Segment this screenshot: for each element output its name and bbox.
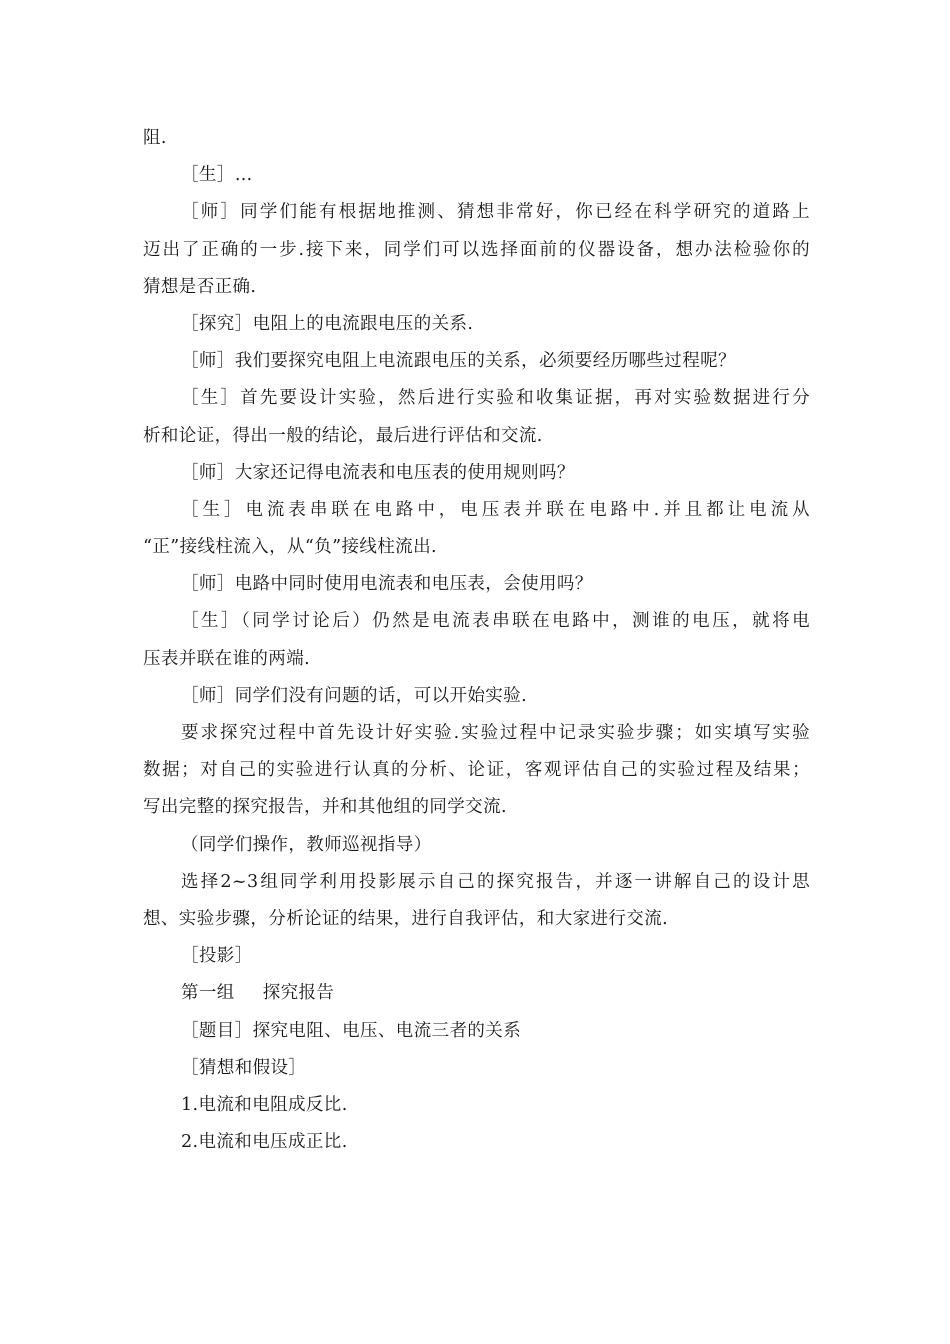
text-line: ［生］… xyxy=(181,165,253,186)
text-line: ［师］电路中同时使用电流表和电压表，会使用吗？ xyxy=(181,574,593,595)
text-line: ［投影］ xyxy=(181,946,253,967)
text-line: 压表并联在谁的两端. xyxy=(143,648,311,669)
text-line: （同学们操作，教师巡视指导） xyxy=(181,834,432,855)
report-topic: ［题目］探究电阻、电压、电流三者的关系 xyxy=(181,1020,522,1041)
text-line: 想、实验步骤，分析论证的结果，进行自我评估，和大家进行交流. xyxy=(143,908,669,929)
text-line: ［生］电流表串联在电路中，电压表并联在电路中.并且都让电流从 xyxy=(181,499,810,520)
hypothesis-item: 1.电流和电阻成反比. xyxy=(181,1094,348,1115)
report-heading-line xyxy=(143,975,810,1012)
paragraph-lines xyxy=(143,120,810,975)
text-line: ［师］我们要探究电阻上电流跟电压的关系，必须要经历哪些过程呢？ xyxy=(181,351,736,372)
text-line: ［师］同学们没有问题的话，可以开始实验. xyxy=(181,685,528,706)
text-line: ［生］首先要设计实验，然后进行实验和收集证据，再对实验数据进行分 xyxy=(181,388,810,409)
text-line: 阻. xyxy=(143,128,167,148)
hypothesis-heading: ［猜想和假设］ xyxy=(181,1057,307,1078)
text-line: 析和论证，得出一般的结论，最后进行评估和交流. xyxy=(143,425,543,446)
text-line: 数据；对自己的实验进行认真的分析、论证，客观评估自己的实验过程及结果； xyxy=(143,760,810,781)
text-line: 迈出了正确的一步.接下来，同学们可以选择面前的仪器设备，想办法检验你的 xyxy=(143,239,810,260)
text-line: 选择2~3组同学利用投影展示自己的探究报告，并逐一讲解自己的设计思 xyxy=(181,871,810,892)
text-line: ［师］同学们能有根据地推测、猜想非常好，你已经在科学研究的道路上 xyxy=(181,202,810,223)
text-line: ［探究］电阻上的电流跟电压的关系. xyxy=(181,313,474,334)
text-line: 猜想是否正确. xyxy=(143,276,257,297)
document-body xyxy=(143,120,810,1161)
report-group: 第一组 xyxy=(181,983,235,1004)
text-line: ［生］（同学讨论后）仍然是电流表串联在电路中，测谁的电压，就将电 xyxy=(181,611,810,632)
text-line: “正”接线柱流入，从“负”接线柱流出. xyxy=(143,537,437,558)
text-line: 写出完整的探究报告，并和其他组的同学交流. xyxy=(143,797,507,818)
hypothesis-item: 2.电流和电压成正比. xyxy=(181,1132,348,1153)
report-title: 探究报告 xyxy=(262,983,335,1004)
text-line: 要求探究过程中首先设计好实验.实验过程中记录实验步骤；如实填写实验 xyxy=(181,723,810,743)
text-line: ［师］大家还记得电流表和电压表的使用规则吗？ xyxy=(181,462,575,483)
